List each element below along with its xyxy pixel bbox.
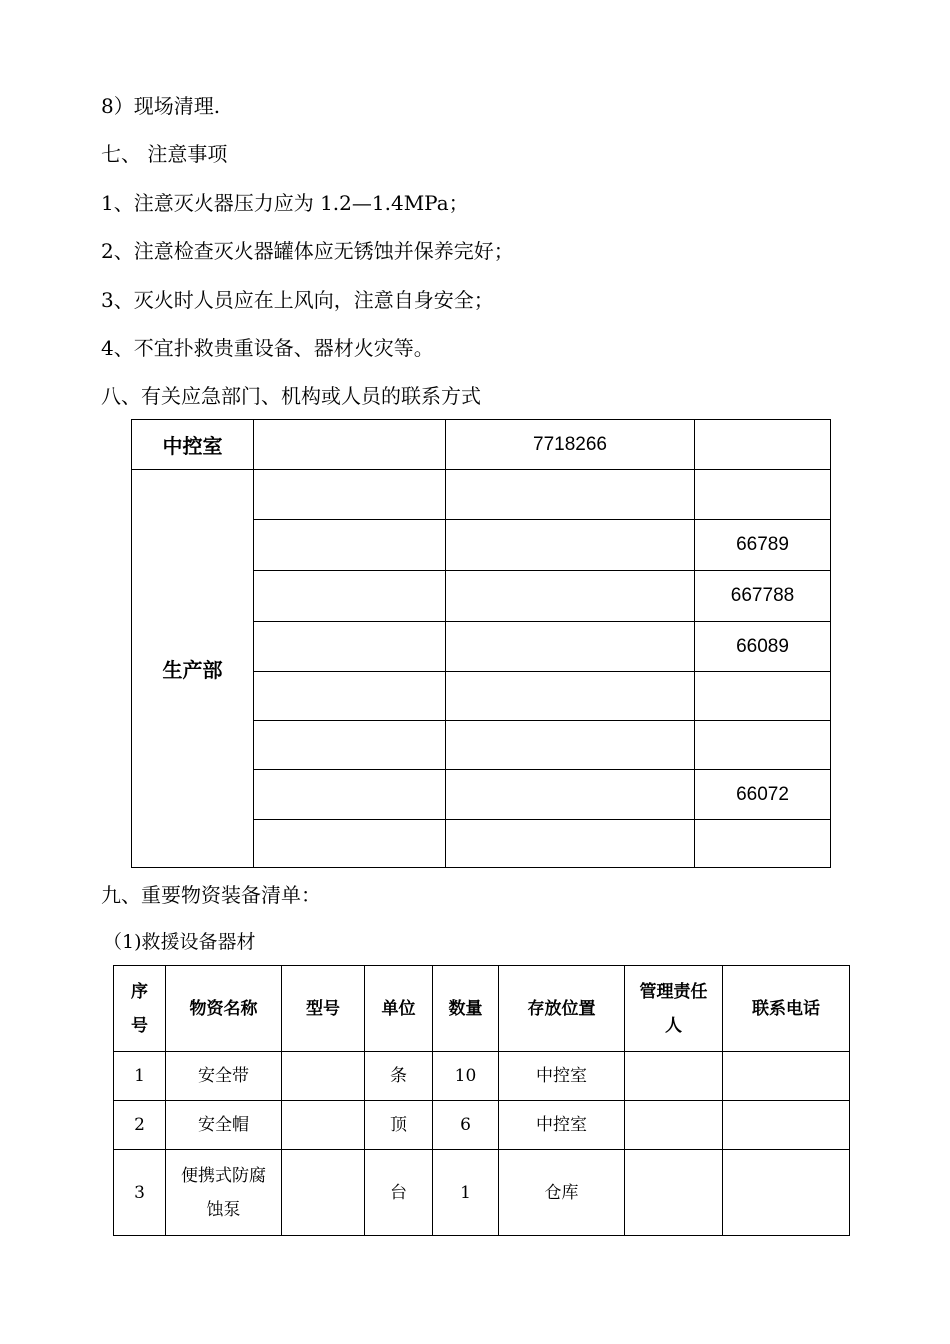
table-cell: [446, 721, 695, 770]
table-cell: [625, 1150, 723, 1236]
table-cell: [446, 520, 695, 571]
column-header: 单位: [365, 966, 433, 1052]
table-cell: [695, 672, 831, 721]
table-cell: 10: [433, 1052, 499, 1101]
section-9-heading: 九、重要物资装备清单：: [101, 883, 321, 907]
table-cell: [282, 1101, 365, 1150]
phone-cell: 66089: [695, 622, 831, 672]
column-header: 型号: [282, 966, 365, 1052]
table-cell: 安全帽: [166, 1101, 282, 1150]
table-cell: [254, 820, 446, 868]
note-3: 3、灭火时人员应在上风向，注意自身安全；: [101, 288, 494, 312]
table-cell: [446, 571, 695, 622]
phone-cell: 667788: [695, 571, 831, 622]
column-header: 联系电话: [723, 966, 850, 1052]
table-cell: [254, 470, 446, 520]
column-header: 物资名称: [166, 966, 282, 1052]
table-cell: [254, 622, 446, 672]
table-row: [132, 470, 831, 520]
table-cell: [446, 820, 695, 868]
phone-cell: 66789: [695, 520, 831, 571]
note-4: 4、不宜扑救贵重设备、器材火灾等。: [101, 336, 434, 360]
note-1: 1、注意灭火器压力应为 1.2—1.4MPa；: [101, 191, 469, 215]
table-cell: 条: [365, 1052, 433, 1101]
table-row: [114, 1150, 850, 1236]
table-cell: 中控室: [499, 1052, 625, 1101]
column-header: 数量: [433, 966, 499, 1052]
table-cell: 1: [114, 1052, 166, 1101]
table-cell: [254, 721, 446, 770]
table-header-row: [114, 966, 850, 1052]
table-cell: 顶: [365, 1101, 433, 1150]
table-cell: [254, 420, 446, 470]
table-cell: [254, 672, 446, 721]
column-header: 序号: [114, 966, 166, 1052]
table-cell: 2: [114, 1101, 166, 1150]
table-cell: [254, 770, 446, 820]
column-header: 管理责任人: [625, 966, 723, 1052]
table-row: [114, 1101, 850, 1150]
table-cell: 3: [114, 1150, 166, 1236]
table-cell: [446, 672, 695, 721]
table-row: [132, 420, 831, 470]
table-cell: 仓库: [499, 1150, 625, 1236]
section-8-heading: 八、有关应急部门、机构或人员的联系方式: [101, 384, 481, 408]
table-cell: [625, 1101, 723, 1150]
table-cell: [446, 770, 695, 820]
table-cell: [723, 1101, 850, 1150]
table-cell: [695, 420, 831, 470]
table-cell: [723, 1052, 850, 1101]
dept-cell: 生产部: [132, 470, 254, 868]
table-cell: [695, 820, 831, 868]
table-row: [114, 1052, 850, 1101]
table-cell: [282, 1052, 365, 1101]
equipment-table: [113, 965, 850, 1236]
table-cell: [446, 470, 695, 520]
table-cell: 安全带: [166, 1052, 282, 1101]
table-cell: 6: [433, 1101, 499, 1150]
table-cell: 便携式防腐蚀泵: [166, 1150, 282, 1236]
table-cell: 台: [365, 1150, 433, 1236]
contacts-table: [131, 419, 831, 868]
column-header: 存放位置: [499, 966, 625, 1052]
table-cell: 中控室: [499, 1101, 625, 1150]
table-cell: [282, 1150, 365, 1236]
note-2: 2、注意检查灭火器罐体应无锈蚀并保养完好；: [101, 239, 514, 263]
table-cell: [695, 470, 831, 520]
table-cell: [723, 1150, 850, 1236]
phone-cell: 7718266: [446, 420, 695, 470]
table-cell: 1: [433, 1150, 499, 1236]
table-cell: [695, 721, 831, 770]
section-7-heading: 七、 注意事项: [101, 142, 228, 166]
table-cell: [625, 1052, 723, 1101]
table-cell: [254, 571, 446, 622]
subsection-heading: （1)救援设备器材: [103, 931, 256, 953]
table-cell: [254, 520, 446, 571]
table-cell: [446, 622, 695, 672]
phone-cell: 66072: [695, 770, 831, 820]
cleanup-step: 8）现场清理.: [101, 94, 221, 118]
dept-cell: 中控室: [132, 420, 254, 470]
